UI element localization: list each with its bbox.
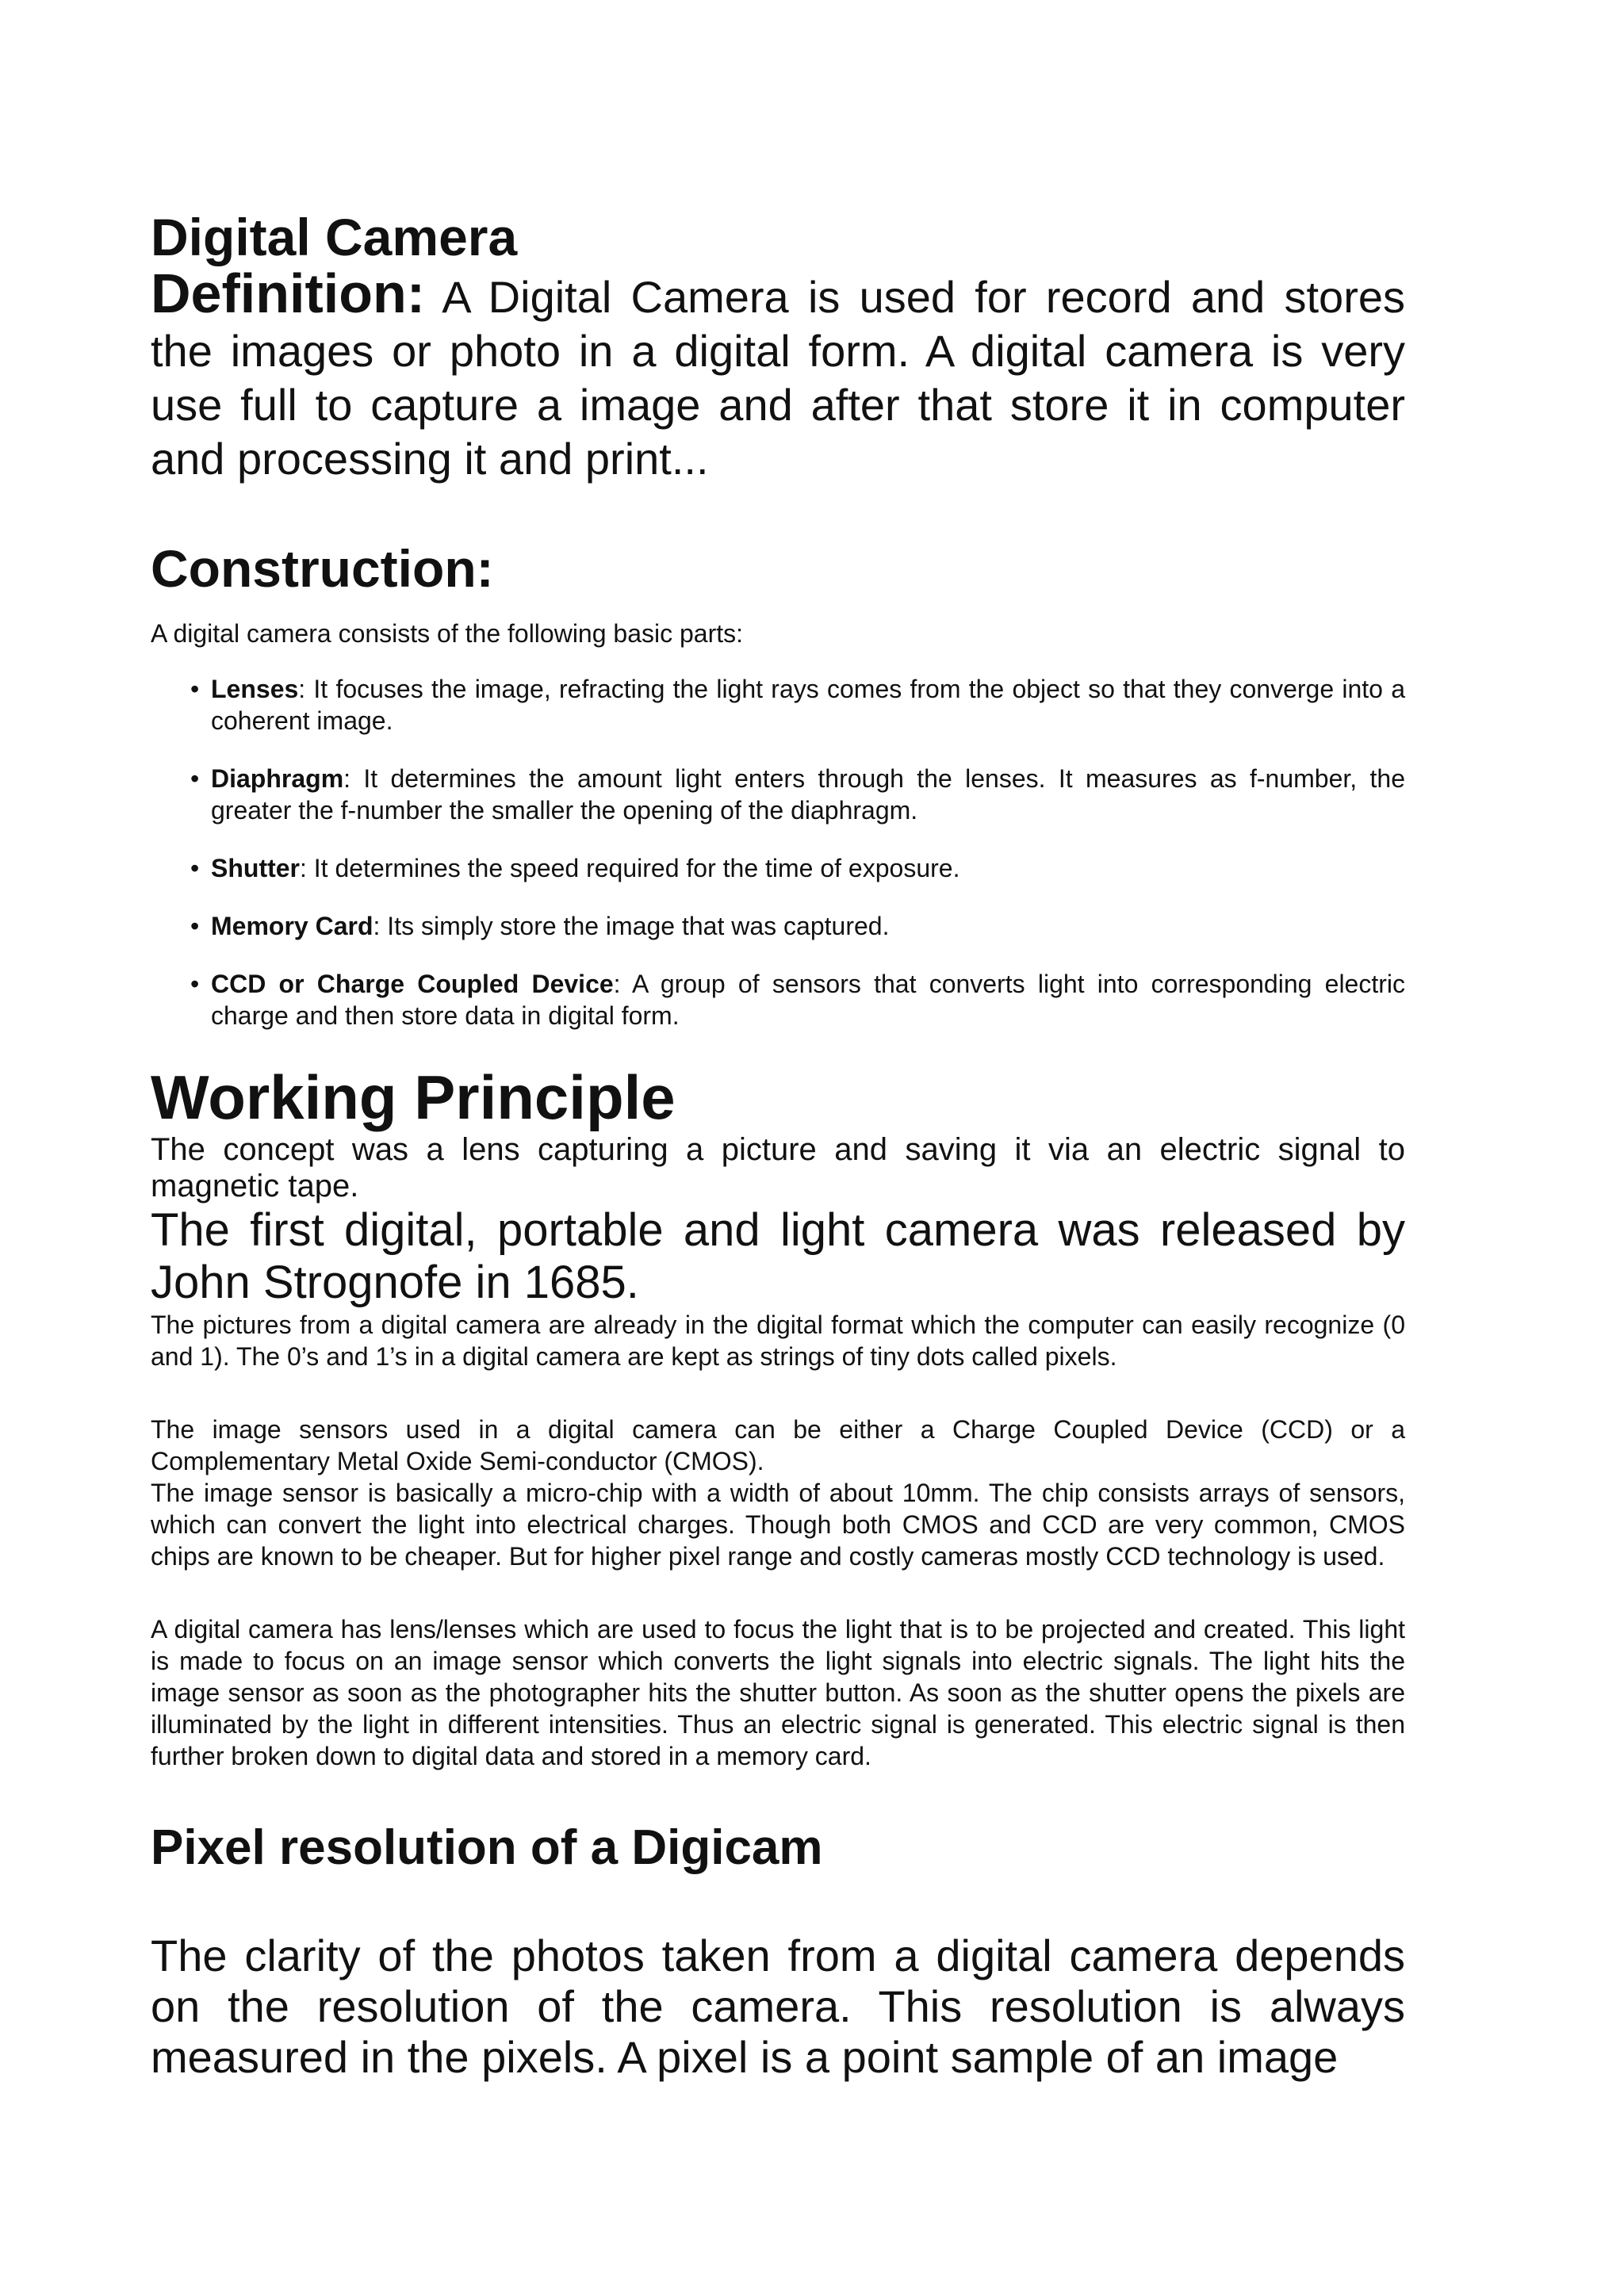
bullet-icon: • [190,675,200,703]
part-term: Lenses [211,675,299,703]
definition-label: Definition: [151,262,426,324]
part-term: Diaphragm [211,764,344,793]
bullet-icon: • [190,764,200,793]
bullet-icon: • [190,970,200,998]
part-term: CCD or Charge Coupled Device [211,970,614,998]
part-text: : It determines the speed required for the time of exposure. [300,854,960,882]
bullet-icon: • [190,912,200,940]
working-paragraph-lens: A digital camera has lens/lenses which are used to focus the light that is to be projected and created. This light is made to focus on an image sensor which converts the light signals into electric signals. The light hits the image sensor as soon as the photographer hits the shutter button. As soon as the shutter opens the pixels are illuminated by the light in different intensities. Thus an electric signal is generated. This electric signal is then further broken down to digital data and stored in a memory card. [151,1615,1405,1770]
working-paragraph-sensors: The image sensors used in a digital camera can be either a Charge Coupled Device (CCD) or a Complementary Metal Oxide Semi-conductor (CMOS). [151,1415,1405,1475]
construction-intro: A digital camera consists of the following basic parts: [151,619,744,648]
list-item [190,968,1405,1031]
working-paragraph-concept: The concept was a lens capturing a picture and saving it via an electric signal to magnetic tape. [151,1132,1405,1203]
list-item [190,673,1405,737]
part-term: Shutter [211,854,300,882]
list-item [190,910,1405,942]
list-item [190,852,1405,884]
working-principle-heading: Working Principle [151,1062,676,1132]
definition-text: A Digital Camera is used for record and stores the images or photo in a digital form. A digital camera is very use full to capture a image and after that store it in computer and processing it and print... [151,272,1405,484]
document-page [151,208,1405,2083]
part-text: : It determines the amount light enters through the lenses. It measures as f-number, the greater the f-number the smaller the opening of the diaphragm. [211,764,1405,825]
working-paragraph-microchip: The image sensor is basically a micro-chip with a width of about 10mm. The chip consists arrays of sensors, which can convert the light into electrical charges. Though both CMOS and CCD are very common, CMOS chips are known to be cheaper. But for higher pixel range and costly cameras mostly CCD technology is used. [151,1479,1405,1571]
pixel-resolution-heading: Pixel resolution of a Digicam [151,1820,823,1875]
parts-list [151,673,1405,1031]
working-paragraph-pixels: The pictures from a digital camera are already in the digital format which the computer can easily recognize (0 and 1). The 0’s and 1’s in a digital camera are kept as strings of tiny dots called pixels. [151,1311,1405,1371]
bullet-icon: • [190,854,200,882]
part-term: Memory Card [211,912,373,940]
document-title: Digital Camera [151,208,518,266]
list-item [190,763,1405,826]
part-text: : It focuses the image, refracting the light rays comes from the object so that they converge into a coherent image. [211,675,1405,735]
working-paragraph-first-camera: The first digital, portable and light camera was released by John Strognofe in 1685. [151,1204,1405,1308]
pixel-resolution-paragraph: The clarity of the photos taken from a digital camera depends on the resolution of the camera. This resolution is always measured in the pixels. A pixel is a point sample of an image [151,1931,1405,2082]
part-text: : Its simply store the image that was captured. [373,912,890,940]
definition-paragraph [151,262,1405,486]
construction-heading: Construction: [151,539,494,598]
part-text: : A group of sensors that converts light into corresponding electric charge and then store data in digital form. [211,970,1406,1030]
